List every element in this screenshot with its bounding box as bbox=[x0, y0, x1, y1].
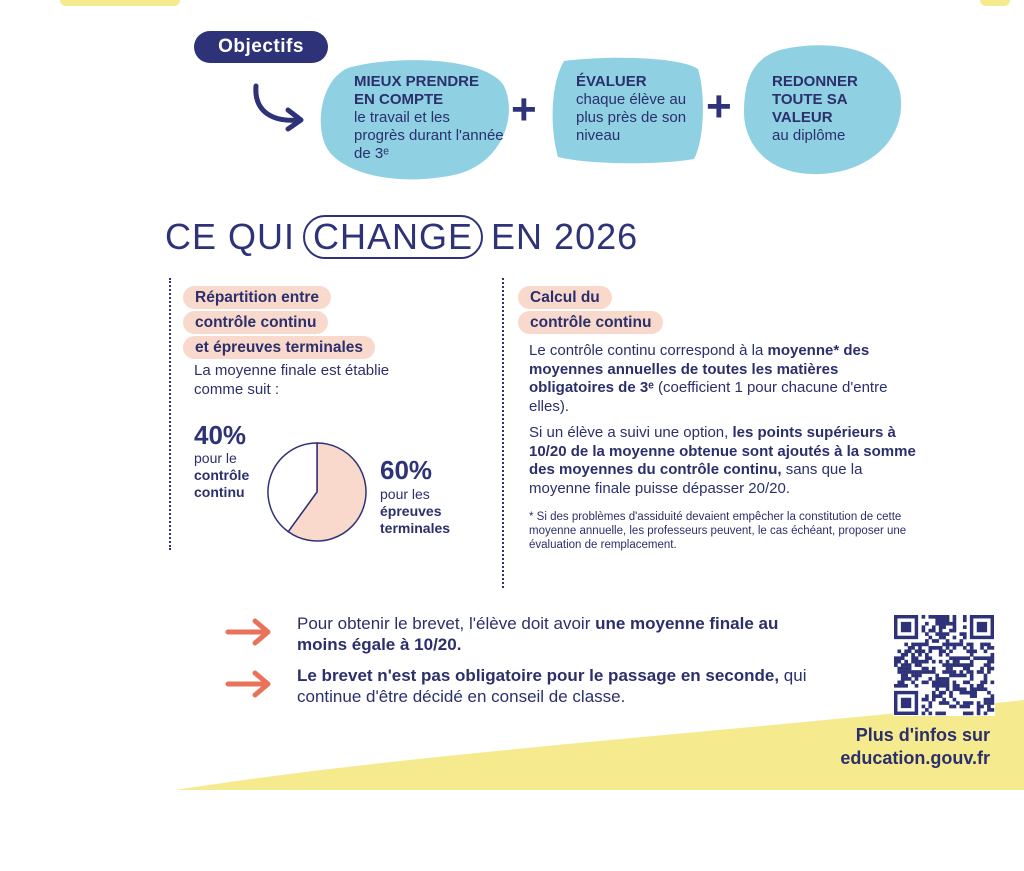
right-footnote: * Si des problèmes d'assiduité devaient empêcher la constitution de cette moyenne annuelle, les professeurs peuvent, le cas échéant, proposer une évaluation de remplacement. bbox=[529, 511, 907, 551]
objective-1: MIEUX PRENDRE EN COMPTE le travail et les progrès durant l'année de 3ᵉ bbox=[354, 73, 504, 162]
right-paragraph-1: Le contrôle continu correspond à la moyenne* des moyennes annuelles de toutes les matières obligatoires de 3ᵉ (coefficient 1 pour chacune d'entre elles). bbox=[529, 342, 888, 415]
objective-3: REDONNER TOUTE SA VALEUR au diplôme bbox=[772, 73, 858, 144]
arrow-right-icon-1 bbox=[225, 617, 273, 647]
left-intro: La moyenne finale est établie comme suit : bbox=[194, 362, 390, 398]
bottom-line-2: Le brevet n'est pas obligatoire pour le passage en seconde, qui continue d'être décidé en conseil de classe. bbox=[297, 666, 807, 706]
left-section-title: Répartition entre contrôle continu et épreuves terminales bbox=[183, 286, 375, 359]
pct-continu-label: pour le contrôle continu bbox=[194, 450, 250, 500]
page-title: CE QUI CHANGE EN 2026 bbox=[165, 216, 639, 257]
objective-2: ÉVALUER chaque élève au plus près de son niveau bbox=[576, 73, 687, 144]
change-ring: CHANGE bbox=[303, 215, 483, 259]
arrow-right-icon-2 bbox=[225, 669, 273, 699]
right-paragraph-2: Si un élève a suivi une option, les points supérieurs à 10/20 de la moyenne obtenue sont ajoutés à la somme des moyennes du contrôle continu, sans que la moyenne finale puisse dépasser 20/20. bbox=[529, 424, 916, 497]
right-section-title: Calcul du contrôle continu bbox=[518, 286, 663, 334]
bottom-line-1: Pour obtenir le brevet, l'élève doit avoir une moyenne finale au moins égale à 10/20. bbox=[297, 614, 779, 654]
more-info[interactable]: Plus d'infos sur education.gouv.fr bbox=[840, 725, 990, 768]
objectives-label: Objectifs bbox=[194, 31, 328, 63]
qr-code[interactable] bbox=[893, 614, 995, 716]
pct-terminales-value: 60% bbox=[380, 455, 433, 485]
pct-continu-value: 40% bbox=[194, 420, 247, 450]
plus-sign-1: + bbox=[511, 85, 537, 134]
pct-terminales-label: pour les épreuves terminales bbox=[380, 486, 451, 536]
plus-sign-2: + bbox=[706, 82, 732, 131]
